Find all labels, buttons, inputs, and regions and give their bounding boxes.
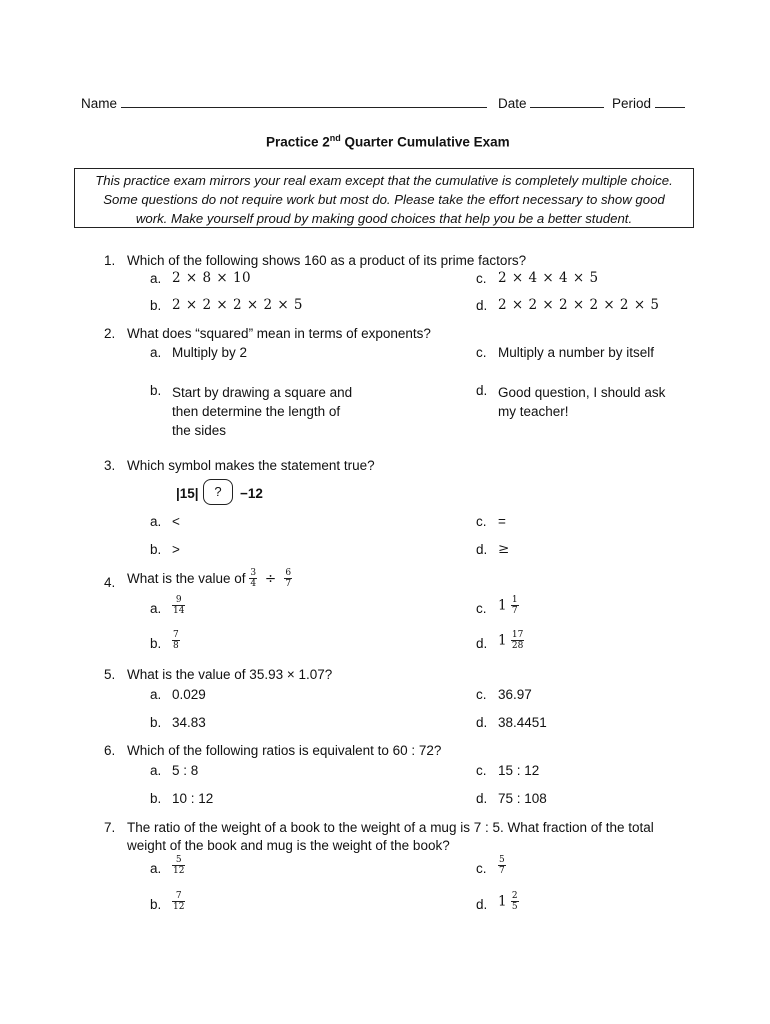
q7-a-num: 5 xyxy=(172,855,185,866)
q2-option-c-label: c. xyxy=(476,345,487,360)
q3-option-d[interactable]: ≥ xyxy=(498,541,510,557)
q4-f1-den: 4 xyxy=(250,579,257,589)
q1-option-d[interactable]: 2 × 2 × 2 × 2 × 2 × 5 xyxy=(498,297,660,313)
q4-a-num: 9 xyxy=(172,595,185,606)
title-pre: Practice 2 xyxy=(266,134,330,150)
question-3-text: Which symbol makes the statement true? xyxy=(127,458,375,473)
q4-c-whole: 1 xyxy=(498,597,508,614)
q1-option-c[interactable]: 2 × 4 × 4 × 5 xyxy=(498,270,599,286)
q4-b-den: 8 xyxy=(173,641,179,651)
name-line xyxy=(81,95,487,111)
q4-fraction-1 xyxy=(249,568,257,589)
q4-d-den: 28 xyxy=(511,641,524,651)
q3-option-c[interactable]: = xyxy=(498,514,506,529)
period-label: Period xyxy=(612,96,652,111)
q4-option-b[interactable] xyxy=(172,630,180,651)
q6-option-c-label: c. xyxy=(476,763,487,778)
q7-a-den: 12 xyxy=(173,866,185,876)
q6-option-b-label: b. xyxy=(150,791,162,806)
q3-option-c-label: c. xyxy=(476,514,487,529)
q4-option-c[interactable] xyxy=(498,595,519,616)
q7-option-a-label: a. xyxy=(150,861,162,876)
instructions-line-2: Some questions do not require work but most do. Please take the effort necessary to show good xyxy=(103,192,665,207)
q4-fraction-2 xyxy=(284,568,292,589)
q7-d-num: 2 xyxy=(511,891,518,901)
q3-question-mark: ? xyxy=(214,484,222,499)
q5-option-d-label: d. xyxy=(476,715,488,730)
q7-option-d-label: d. xyxy=(476,897,488,912)
q1-option-b-label: b. xyxy=(150,298,162,313)
q5-option-d[interactable]: 38.4451 xyxy=(498,715,547,730)
q2-option-d[interactable] xyxy=(498,383,665,421)
question-7-text-line-1: The ratio of the weight of a book to the weight of a mug is 7 : 5. What fraction of the total xyxy=(127,820,654,835)
q4-f2-den: 7 xyxy=(285,579,292,589)
q1-option-b[interactable]: 2 × 2 × 2 × 2 × 5 xyxy=(172,297,304,313)
question-7-number: 7. xyxy=(104,820,116,835)
question-4-number: 4. xyxy=(104,575,116,590)
q6-option-d[interactable]: 75 : 108 xyxy=(498,791,547,806)
q7-b-den: 12 xyxy=(173,902,185,912)
q5-option-a[interactable]: 0.029 xyxy=(172,687,206,702)
question-2-text: What does “squared” mean in terms of exponents? xyxy=(127,326,431,341)
title-sup: nd xyxy=(329,133,341,143)
q6-option-c[interactable]: 15 : 12 xyxy=(498,763,540,778)
q7-option-c[interactable] xyxy=(498,855,506,876)
q4-divide: ÷ xyxy=(264,570,277,587)
q2-option-a-label: a. xyxy=(150,345,162,360)
q7-c-den: 7 xyxy=(499,866,505,876)
date-line xyxy=(498,95,604,111)
q4-option-d-label: d. xyxy=(476,636,488,651)
q4-option-b-label: b. xyxy=(150,636,162,651)
question-6-number: 6. xyxy=(104,743,116,758)
q3-option-d-label: d. xyxy=(476,542,488,557)
q2-option-b-line-3: the sides xyxy=(172,423,227,438)
q3-rhs: −12 xyxy=(240,486,263,501)
q7-option-b[interactable] xyxy=(172,891,185,912)
q1-option-d-label: d. xyxy=(476,298,488,313)
name-label: Name xyxy=(81,96,118,111)
q2-option-d-line-1: Good question, I should ask xyxy=(498,385,666,400)
question-4-text xyxy=(127,568,292,589)
q4-d-num: 17 xyxy=(511,630,524,640)
q6-option-d-label: d. xyxy=(476,791,488,806)
q1-option-a-label: a. xyxy=(150,271,162,286)
q4-d-whole: 1 xyxy=(498,632,508,649)
q4-option-c-label: c. xyxy=(476,601,487,616)
q3-answer-box[interactable] xyxy=(203,479,233,505)
q4-c-num: 1 xyxy=(511,595,518,605)
q5-option-c-label: c. xyxy=(476,687,487,702)
name-blank[interactable] xyxy=(121,95,487,108)
q3-option-b[interactable]: > xyxy=(172,542,180,557)
q7-option-b-label: b. xyxy=(150,897,162,912)
q2-option-a[interactable]: Multiply by 2 xyxy=(172,345,248,360)
q5-option-c[interactable]: 36.97 xyxy=(498,687,532,702)
q4-b-num: 7 xyxy=(173,630,179,640)
period-blank[interactable] xyxy=(655,95,685,108)
q2-option-b[interactable] xyxy=(172,383,352,440)
q7-d-whole: 1 xyxy=(498,893,508,910)
title-post: Quarter Cumulative Exam xyxy=(340,134,510,150)
q7-b-num: 7 xyxy=(172,891,185,902)
question-1-text: Which of the following shows 160 as a product of its prime factors? xyxy=(127,253,527,268)
q7-d-den: 5 xyxy=(511,902,518,912)
q4-option-a-label: a. xyxy=(150,601,162,616)
question-6-text: Which of the following ratios is equivalent to 60 : 72? xyxy=(127,743,442,758)
instructions-line-3: work. Make yourself proud by making good choices that help you be a better student. xyxy=(135,211,633,226)
instructions-line-1: This practice exam mirrors your real exam except that the cumulative is completely multiple choice. xyxy=(95,173,673,188)
q2-option-c[interactable]: Multiply a number by itself xyxy=(498,345,655,360)
question-5-number: 5. xyxy=(104,667,116,682)
q2-option-b-label: b. xyxy=(150,383,162,398)
q4-option-a[interactable] xyxy=(172,595,185,616)
q7-c-num: 5 xyxy=(499,855,505,865)
q6-option-a-label: a. xyxy=(150,763,162,778)
question-7-text-line-2: weight of the book and mug is the weight of the book? xyxy=(127,838,450,853)
page-title xyxy=(266,133,510,150)
q2-option-b-line-1: Start by drawing a square and xyxy=(172,385,353,400)
q2-option-d-label: d. xyxy=(476,383,488,398)
q3-option-b-label: b. xyxy=(150,542,162,557)
q4-option-d[interactable] xyxy=(498,630,524,651)
q5-option-b[interactable]: 34.83 xyxy=(172,715,206,730)
q5-option-b-label: b. xyxy=(150,715,162,730)
q6-option-a[interactable]: 5 : 8 xyxy=(172,763,199,778)
question-3-number: 3. xyxy=(104,458,116,473)
q4-f1-num: 3 xyxy=(250,568,257,578)
instructions-box xyxy=(74,168,694,228)
q4-c-den: 7 xyxy=(511,606,518,616)
q3-option-a[interactable]: < xyxy=(172,514,180,529)
q4-a-den: 14 xyxy=(173,606,185,616)
q6-option-b[interactable]: 10 : 12 xyxy=(172,791,214,806)
q5-option-a-label: a. xyxy=(150,687,162,702)
q1-option-a[interactable]: 2 × 8 × 10 xyxy=(172,270,252,286)
q7-option-c-label: c. xyxy=(476,861,487,876)
question-4-prompt: What is the value of xyxy=(127,571,246,586)
date-blank[interactable] xyxy=(530,95,604,108)
q3-option-a-label: a. xyxy=(150,514,162,529)
q7-option-a[interactable] xyxy=(172,855,185,876)
question-2-number: 2. xyxy=(104,326,116,341)
q7-option-d[interactable] xyxy=(498,891,519,912)
period-line xyxy=(612,95,685,111)
question-5-text: What is the value of 35.93 × 1.07? xyxy=(127,667,333,682)
q2-option-b-line-2: then determine the length of xyxy=(172,404,341,419)
date-label: Date xyxy=(498,96,527,111)
q3-lhs: |15| xyxy=(176,486,199,501)
question-1-number: 1. xyxy=(104,253,116,268)
q4-f2-num: 6 xyxy=(285,568,292,578)
q1-option-c-label: c. xyxy=(476,271,487,286)
q2-option-d-line-2: my teacher! xyxy=(498,404,569,419)
